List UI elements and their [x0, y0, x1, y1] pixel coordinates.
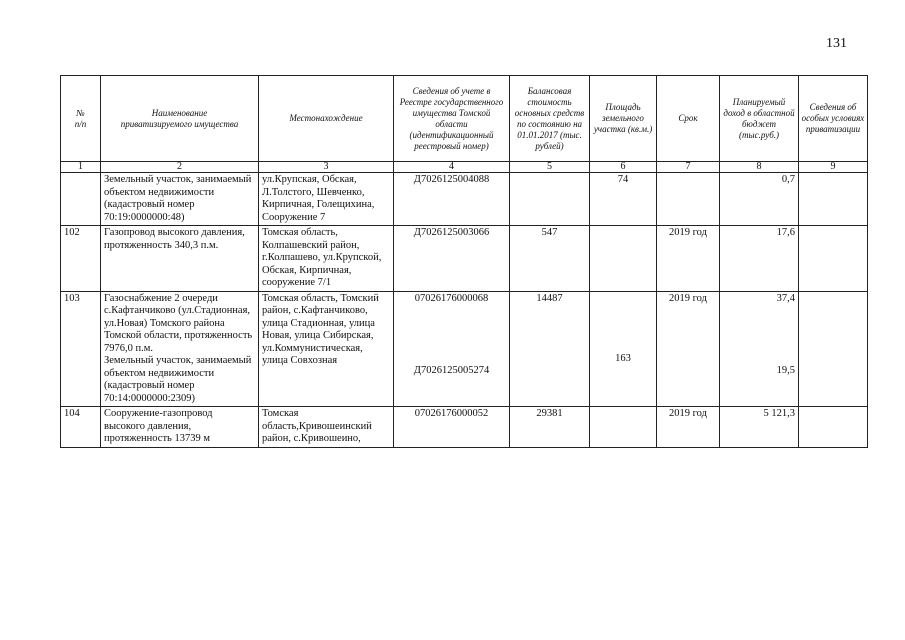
row-location: Томская область, Колпашевский район, г.Колпашево, ул.Крупской, Обская, Кирпичная, сооружение 7/1 [259, 226, 394, 292]
row-name: Земельный участок, занимаемый объектом недвижимости (кадастровый номер 70:19:0000000:48) [101, 173, 259, 226]
table-row [61, 173, 868, 226]
row-term: 2019 год [657, 226, 720, 292]
row-income: 0,7 [720, 173, 799, 226]
row-num [61, 173, 101, 226]
row-location: Томская область,Кривошеинский район, с.Кривошеино, [259, 407, 394, 448]
column-number: 4 [394, 162, 510, 173]
row-registry: 07026176000052 [394, 407, 510, 448]
row-registry-item: 07026176000068 [414, 292, 489, 304]
row-cost [510, 173, 590, 226]
header-area [590, 76, 657, 162]
row-location: Томская область, Томский район, с.Кафтанчиково, улица Стадионная, улица Новая, улица Сибирская, ул.Коммунистическая, улица Совхозная [259, 291, 394, 407]
column-number-row [61, 162, 868, 173]
row-registry [394, 291, 510, 407]
row-registry: Д7026125004088 [394, 173, 510, 226]
row-cost [510, 291, 590, 407]
header-cost-label: Балансовая стоимость основных средств по состоянию на 01.01.2017 (тыс. рублей) [514, 85, 585, 151]
header-location [259, 76, 394, 162]
header-num-label: № п/п [74, 107, 87, 129]
header-registry-label: Сведения об учете в Реестре государственного имущества Томской области (идентификационный реестровый номер) [399, 85, 504, 151]
row-cost: 547 [510, 226, 590, 292]
column-number: 7 [657, 162, 720, 173]
row-income [720, 291, 799, 407]
row-name: Сооружение-газопровод высокого давления, протяженность 13739 м [101, 407, 259, 448]
row-name [101, 291, 259, 407]
row-num: 103 [61, 291, 101, 407]
column-number: 8 [720, 162, 799, 173]
header-conditions-label: Сведения об особых условиях приватизации [801, 102, 865, 134]
row-term [657, 173, 720, 226]
row-income-item: 19,5 [776, 365, 795, 376]
column-number: 6 [590, 162, 657, 173]
row-num: 104 [61, 407, 101, 448]
header-area-label: Площадь земельного участка (кв.м.) [593, 102, 653, 134]
row-conditions [799, 407, 868, 448]
row-term: 2019 год [657, 407, 720, 448]
row-registry-item: Д7026125005274 [413, 365, 490, 376]
row-income: 17,6 [720, 226, 799, 292]
header-name [101, 76, 259, 162]
row-area-item: 163 [615, 352, 631, 364]
row-registry: Д7026125003066 [394, 226, 510, 292]
row-income: 5 121,3 [720, 407, 799, 448]
row-area [590, 407, 657, 448]
header-name-label: Наименование приватизируемого имущества [120, 107, 239, 129]
privatization-table [60, 75, 868, 448]
row-cost: 29381 [510, 407, 590, 448]
column-number: 1 [61, 162, 101, 173]
column-number: 2 [101, 162, 259, 173]
row-name: Газопровод высокого давления, протяженность 340,3 п.м. [101, 226, 259, 292]
header-income [720, 76, 799, 162]
table-row [61, 226, 868, 292]
header-registry [394, 76, 510, 162]
header-num [61, 76, 101, 162]
column-number: 9 [799, 162, 868, 173]
row-name-item: Земельный участок, занимаемый объектом недвижимости (кадастровый номер 70:14:0000000:2309) [104, 355, 252, 404]
row-term: 2019 год [657, 291, 720, 407]
row-cost-item: 14487 [536, 292, 563, 304]
header-cost [510, 76, 590, 162]
header-row [61, 76, 868, 162]
column-number: 5 [510, 162, 590, 173]
column-number: 3 [259, 162, 394, 173]
header-term-label: Срок [678, 113, 698, 123]
header-term [657, 76, 720, 162]
row-conditions [799, 226, 868, 292]
row-conditions [799, 173, 868, 226]
page-number: 131 [826, 36, 847, 51]
table-row [61, 407, 868, 448]
row-area [590, 226, 657, 292]
table-row [61, 291, 868, 407]
header-conditions [799, 76, 868, 162]
row-area [590, 291, 657, 407]
header-location-label: Местонахождение [289, 113, 363, 123]
row-num: 102 [61, 226, 101, 292]
row-name-item: Газоснабжение 2 очереди с.Кафтанчиково (ул.Стадионная, ул.Новая) Томского района Томской области, протяженность 7976,0 п.м. [104, 292, 253, 354]
row-location: ул.Крупская, Обская, Л.Толстого, Шевченко, Кирпичная, Голещихина, Сооружение 7 [259, 173, 394, 226]
header-income-label: Планируемый доход в областной бюджет (тыс.руб.) [723, 96, 795, 140]
row-income-item: 37,4 [776, 292, 795, 304]
row-conditions [799, 291, 868, 407]
row-area: 74 [590, 173, 657, 226]
